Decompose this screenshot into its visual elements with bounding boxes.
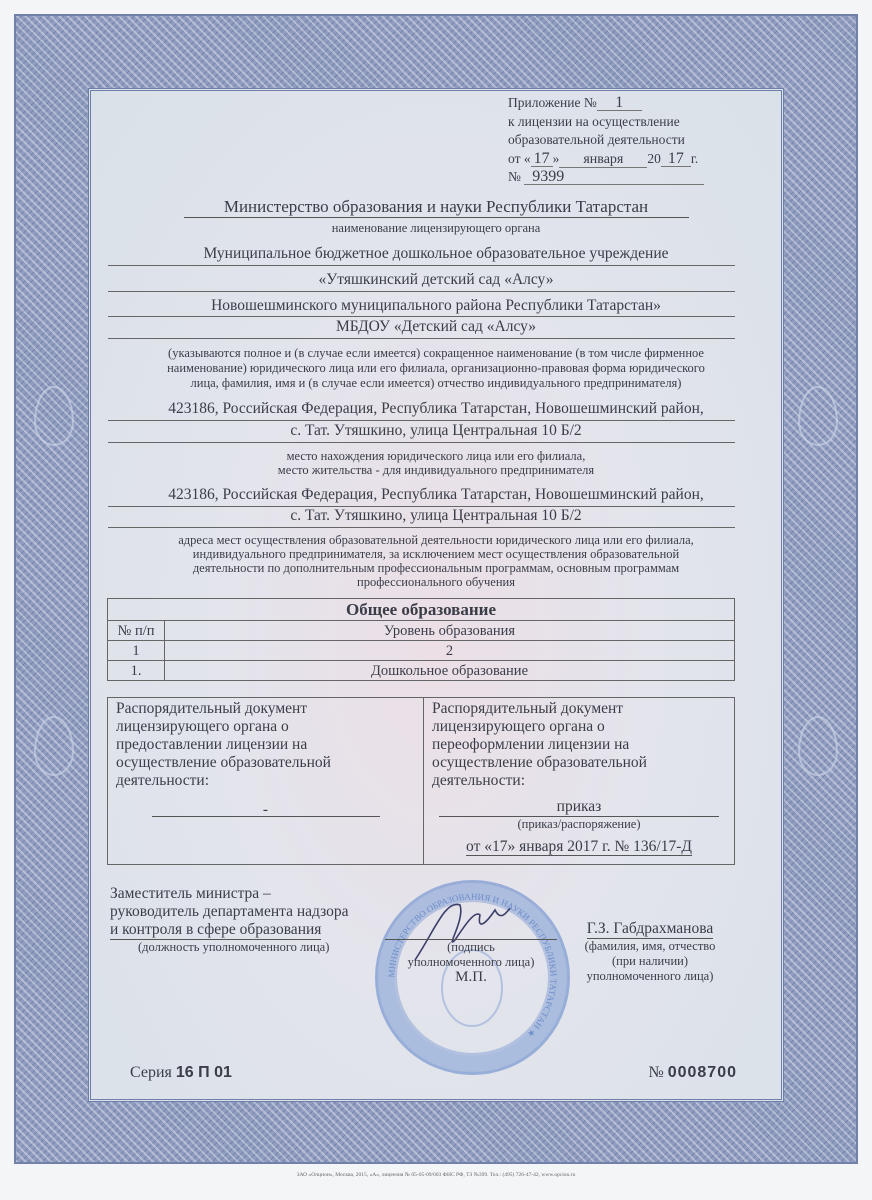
form-number-value: 0008700 [667, 1064, 737, 1081]
activity-address-line: 423186, Российская Федерация, Республика Татарстан, Новошешминский район, [168, 486, 704, 503]
box-text: осуществление образовательной [432, 754, 647, 771]
organization-caption: (указываются полное и (в случае если имеется) сокращенное наименование (в том числе фирменное [168, 346, 704, 360]
number-label: № [508, 169, 521, 184]
position-line: Заместитель министра – [110, 885, 271, 902]
appendix-label: Приложение № [508, 95, 597, 110]
location-line: с. Тат. Утяшкино, улица Центральная 10 Б/2 [290, 422, 582, 439]
box-text: предоставлении лицензии на [116, 736, 308, 753]
document-date-number: от «17» января 2017 г. № 136/17-Д [466, 838, 692, 855]
signature-caption [385, 940, 557, 985]
box-text: деятельности: [116, 772, 210, 789]
education-levels-table [107, 598, 735, 681]
column-number: 1 [108, 641, 165, 661]
reissue-document-box [423, 697, 735, 865]
signatory-position [110, 885, 349, 955]
form-number [648, 1064, 737, 1082]
box-text: переоформлении лицензии на [432, 736, 630, 753]
position-caption: (должность уполномоченного лица) [138, 940, 330, 954]
location-caption: место нахождения юридического лица или его филиала, [286, 449, 586, 463]
date-day: 17 [531, 152, 553, 167]
series [130, 1064, 232, 1082]
header-line: к лицензии на осуществление [508, 113, 680, 129]
series-value: 16 П 01 [175, 1064, 232, 1081]
license-number: 9399 [524, 170, 704, 185]
activity-address-caption: профессионального обучения [357, 575, 515, 589]
rule [108, 316, 735, 317]
box-text: осуществление образовательной [116, 754, 331, 771]
rule [108, 527, 735, 528]
column-header: № п/п [108, 621, 165, 641]
caption-line: (подпись [447, 940, 495, 954]
box-text: лицензирующего органа о [116, 718, 289, 735]
header-line: образовательной деятельности [508, 132, 685, 147]
signatory-name: Г.З. Габдрахманова [586, 920, 714, 937]
caption-line: (при наличии) [611, 954, 689, 968]
date-month: января [559, 153, 647, 168]
position-line: и контроля в сфере образования [110, 921, 322, 938]
authority-name: Министерство образования и науки Республики Татарстан [184, 197, 689, 218]
organization-caption: наименование) юридического лица или его филиала, организационно-правовая форма юридического [167, 361, 705, 375]
column-header: Уровень образования [165, 621, 735, 641]
table-row [108, 661, 735, 681]
location-caption: место жительства - для индивидуального предпринимателя [277, 463, 595, 477]
position-line: руководитель департамента надзора [110, 903, 349, 920]
caption-line: (фамилия, имя, отчество [584, 939, 716, 953]
ornament [798, 716, 838, 776]
svg-text:МИНИСТЕРСТВО ОБРАЗОВАНИЯ И НАУ: МИНИСТЕРСТВО ОБРАЗОВАНИЯ И НАУКИ РЕСПУБЛИКИ ТАТАРСТАН ★ [386, 891, 559, 1040]
activity-address-caption: деятельности по дополнительным профессиональным программам, основным программам [192, 561, 680, 575]
year-prefix: 20 [647, 150, 661, 166]
organization-line: «Утяшкинский детский сад «Алсу» [318, 271, 554, 288]
date-mid: » [552, 150, 560, 166]
stamp-place-label: М.П. [455, 969, 487, 985]
date-prefix: от « [508, 150, 531, 166]
table-title: Общее образование [108, 599, 735, 621]
organization-line: МБДОУ «Детский сад «Алсу» [335, 318, 537, 335]
rule [108, 442, 735, 443]
printer-footer: ЗАО «Опцион», Москва, 2015, «А», лицензия № 05-05-09/003 ФНС РФ, ТЗ №399. Тел.: (495) 726-47-42, www.opcion.ru [296, 1172, 576, 1178]
series-label: Серия [130, 1064, 172, 1081]
year-suffix: г. [690, 150, 699, 166]
appendix-number: 1 [597, 96, 642, 111]
box-text: Распорядительный документ [116, 700, 308, 717]
grant-document-box [107, 697, 424, 865]
row-level: Дошкольное образование [165, 661, 735, 681]
signatory-name-block [560, 920, 740, 984]
column-number: 2 [165, 641, 735, 661]
rule [108, 265, 735, 266]
location-line: 423186, Российская Федерация, Республика Татарстан, Новошешминский район, [168, 400, 704, 417]
document-type: приказ [439, 798, 719, 817]
grant-document-value: - [152, 804, 380, 817]
row-number: 1. [108, 661, 165, 681]
box-text: лицензирующего органа о [432, 718, 605, 735]
rule [108, 420, 735, 421]
form-number-label: № [648, 1064, 664, 1081]
date-year: 17 [661, 152, 691, 167]
box-text: Распорядительный документ [432, 700, 624, 717]
rule [108, 338, 735, 339]
organization-line: Муниципальное бюджетное дошкольное образовательное учреждение [203, 245, 669, 262]
rule [108, 291, 735, 292]
organization-caption: лица, фамилия, имя и (в случае если имеется) отчество индивидуального предпринимателя) [190, 376, 682, 390]
caption-line: уполномоченного лица) [586, 969, 714, 983]
activity-address-line: с. Тат. Утяшкино, улица Центральная 10 Б/2 [290, 507, 582, 524]
box-text: деятельности: [432, 772, 526, 789]
caption-line: уполномоченного лица) [407, 955, 535, 969]
appendix-header [508, 94, 723, 187]
authority-caption: наименование лицензирующего органа [331, 221, 541, 235]
document-type-caption: (приказ/распоряжение) [517, 817, 641, 831]
ornament [34, 716, 74, 776]
organization-line: Новошешминского муниципального района Республики Татарстан» [211, 297, 661, 314]
activity-address-caption: адреса мест осуществления образовательной деятельности юридического лица или его филиала, [178, 533, 694, 547]
activity-address-caption: индивидуального предпринимателя, за исключением мест осуществления образовательной [192, 547, 680, 561]
